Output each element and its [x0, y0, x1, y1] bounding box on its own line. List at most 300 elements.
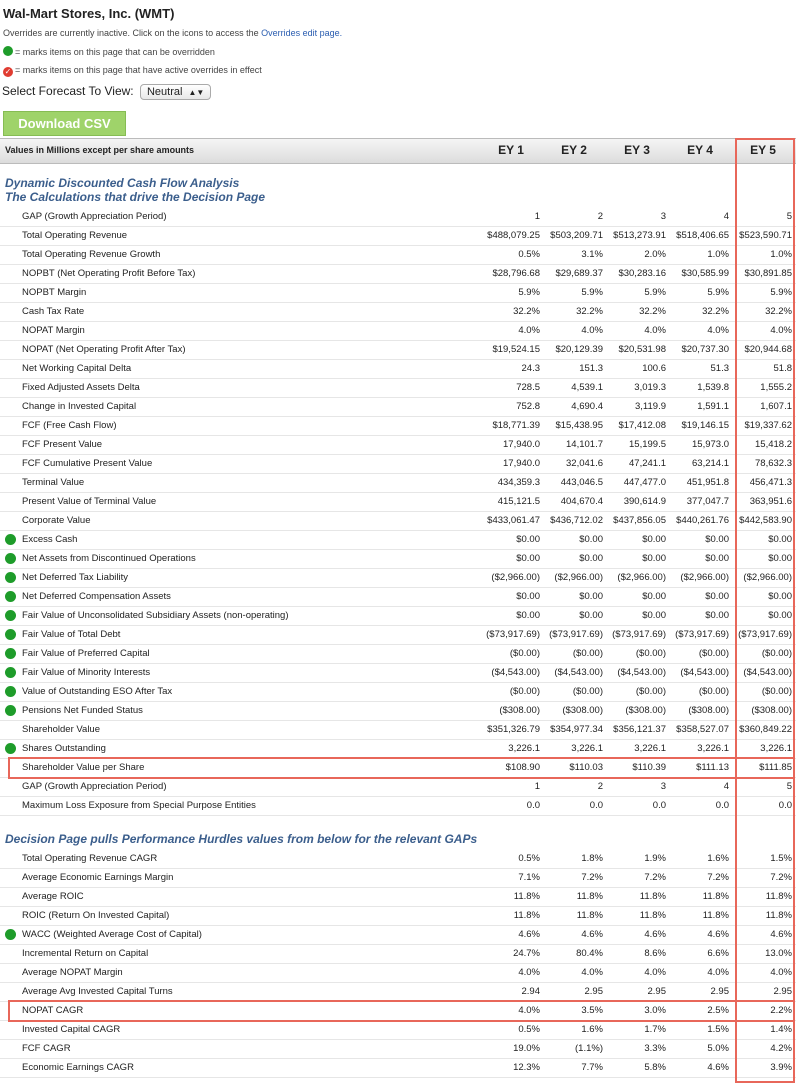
cell-value: 4.0%	[707, 325, 729, 336]
table-row	[0, 887, 796, 907]
cell-value: $30,891.85	[744, 268, 792, 279]
override-dot-icon[interactable]	[5, 553, 16, 564]
cell-value: $436,712.02	[550, 515, 603, 526]
cell-value: 4.0%	[518, 325, 540, 336]
cell-value: $111.13	[696, 762, 729, 773]
cell-value: 3,226.1	[760, 743, 792, 754]
row-label: Net Deferred Compensation Assets	[22, 591, 171, 602]
row-label: Net Assets from Discontinued Operations	[22, 553, 196, 564]
override-dot-icon[interactable]	[5, 929, 16, 940]
cell-value: 0.0	[589, 800, 603, 811]
cell-value: 4.6%	[770, 929, 792, 940]
cell-value: $29,689.37	[555, 268, 603, 279]
table-row	[0, 568, 796, 588]
cell-value: ($308.00)	[562, 705, 603, 716]
cell-value: $437,856.05	[613, 515, 666, 526]
cell-value: 0.0	[526, 800, 540, 811]
cell-value: 4.0%	[581, 967, 603, 978]
cell-value: $0.00	[579, 553, 603, 564]
row-label: Economic Earnings CAGR	[22, 1062, 134, 1073]
legend-red-text: = marks items on this page that have active overrides in effect	[15, 65, 262, 75]
page-title: Wal-Mart Stores, Inc. (WMT)	[3, 6, 175, 21]
cell-value: 32.2%	[639, 306, 666, 317]
cell-value: 4.6%	[707, 1062, 729, 1073]
legend-red	[3, 65, 262, 77]
cell-value: 3.3%	[644, 1043, 666, 1054]
cell-value: ($0.00)	[761, 648, 792, 659]
cell-value: ($73,917.69)	[675, 629, 729, 640]
row-label: Fixed Adjusted Assets Delta	[22, 382, 140, 393]
cell-value: 1.5%	[770, 853, 792, 864]
cell-value: ($0.00)	[509, 686, 540, 697]
cell-value: $0.00	[579, 610, 603, 621]
cell-value: 11.8%	[639, 910, 666, 921]
cell-value: $111.85	[759, 762, 792, 773]
row-label: Pensions Net Funded Status	[22, 705, 143, 716]
table-row	[0, 925, 796, 945]
cell-value: $110.03	[569, 762, 603, 773]
cell-value: 3,226.1	[508, 743, 540, 754]
cell-value: 5.9%	[644, 287, 666, 298]
select-arrows-icon: ▲▼	[188, 88, 205, 97]
cell-value: 4.0%	[644, 967, 666, 978]
table-row	[0, 473, 796, 493]
cell-value: 1.6%	[707, 853, 729, 864]
cell-value: $0.00	[516, 591, 540, 602]
section-title-dcf	[5, 176, 265, 204]
table-row	[0, 530, 796, 550]
cell-value: 4.0%	[770, 325, 792, 336]
cell-value: 19.0%	[513, 1043, 540, 1054]
cell-value: $0.00	[516, 534, 540, 545]
override-dot-icon[interactable]	[5, 591, 16, 602]
cell-value: 3,119.9	[635, 401, 666, 412]
cell-value: $20,737.30	[681, 344, 729, 355]
cell-value: 13.0%	[765, 948, 792, 959]
table-row	[0, 720, 796, 740]
table-row	[0, 868, 796, 888]
cell-value: ($0.00)	[698, 648, 729, 659]
table-row	[0, 207, 796, 227]
override-dot-icon[interactable]	[5, 743, 16, 754]
cell-value: 434,359.3	[497, 477, 540, 488]
table-row	[0, 435, 796, 455]
row-label: Fair Value of Minority Interests	[22, 667, 151, 678]
row-label: FCF (Free Cash Flow)	[22, 420, 117, 431]
cell-value: ($4,543.00)	[554, 667, 603, 678]
cell-value: 7.2%	[581, 872, 603, 883]
cell-value: 15,973.0	[692, 439, 729, 450]
cell-value: 0.0	[652, 800, 666, 811]
cell-value: 3,226.1	[697, 743, 729, 754]
column-header: EY 2	[561, 143, 587, 157]
cell-value: ($2,966.00)	[554, 572, 603, 583]
cell-value: 1.5%	[707, 1024, 729, 1035]
cell-value: ($0.00)	[635, 686, 666, 697]
cell-value: $356,121.37	[613, 724, 666, 735]
cell-value: 32.2%	[765, 306, 792, 317]
cell-value: $19,146.15	[681, 420, 729, 431]
section-title-hurdles: Decision Page pulls Performance Hurdles values from below for the relevant GAPs	[5, 832, 478, 846]
cell-value: 11.8%	[513, 891, 540, 902]
cell-value: 4.2%	[770, 1043, 792, 1054]
table-row	[0, 511, 796, 531]
cell-value: 11.8%	[765, 891, 792, 902]
row-label: Maximum Loss Exposure from Special Purpose Entities	[22, 800, 256, 811]
cell-value: 11.8%	[639, 891, 666, 902]
cell-value: $19,524.15	[492, 344, 540, 355]
cell-value: ($308.00)	[625, 705, 666, 716]
cell-value: 0.5%	[518, 1024, 540, 1035]
nopat-cagr-highlight	[8, 1000, 795, 1022]
cell-value: 11.8%	[576, 910, 603, 921]
override-dot-icon[interactable]	[5, 572, 16, 583]
table-row	[0, 1020, 796, 1040]
cell-value: $15,438.95	[555, 420, 603, 431]
cell-value: 377,047.7	[686, 496, 729, 507]
table-row	[0, 321, 796, 341]
cell-value: 728.5	[516, 382, 540, 393]
cell-value: $0.00	[705, 591, 729, 602]
row-label: Average ROIC	[22, 891, 84, 902]
override-dot-icon[interactable]	[5, 648, 16, 659]
row-label: NOPBT (Net Operating Profit Before Tax)	[22, 268, 196, 279]
cell-value: ($2,966.00)	[743, 572, 792, 583]
cell-value: $19,337.62	[744, 420, 792, 431]
table-row	[0, 739, 796, 759]
download-csv-button[interactable]: Download CSV	[3, 111, 126, 136]
legend-green-text: = marks items on this page that can be overridden	[15, 47, 215, 57]
table-row	[0, 606, 796, 626]
cell-value: 0.0	[715, 800, 729, 811]
row-label: NOPAT (Net Operating Profit After Tax)	[22, 344, 186, 355]
cell-value: 51.8	[773, 363, 792, 374]
cell-value: $433,061.47	[487, 515, 540, 526]
cell-value: $0.00	[642, 553, 666, 564]
cell-value: 4,690.4	[571, 401, 603, 412]
cell-value: $518,406.65	[676, 230, 729, 241]
row-label: FCF CAGR	[22, 1043, 71, 1054]
cell-value: ($73,917.69)	[549, 629, 603, 640]
row-label: Fair Value of Total Debt	[22, 629, 121, 640]
cell-value: 11.8%	[765, 910, 792, 921]
cell-value: 5.8%	[644, 1062, 666, 1073]
column-header: EY 4	[687, 143, 713, 157]
legend-green	[3, 46, 215, 57]
cell-value: 3.5%	[581, 1005, 603, 1016]
cell-value: 11.8%	[513, 910, 540, 921]
cell-value: $0.00	[705, 610, 729, 621]
cell-value: ($308.00)	[751, 705, 792, 716]
table-row	[0, 682, 796, 702]
cell-value: $0.00	[579, 534, 603, 545]
row-label: Net Deferred Tax Liability	[22, 572, 128, 583]
cell-value: 11.8%	[702, 910, 729, 921]
forecast-selector	[2, 84, 211, 100]
cell-value: ($4,543.00)	[743, 667, 792, 678]
cell-value: $28,796.68	[492, 268, 540, 279]
cell-value: 3	[660, 781, 666, 792]
row-label: Total Operating Revenue CAGR	[22, 853, 158, 864]
cell-value: 363,951.6	[749, 496, 792, 507]
cell-value: ($0.00)	[635, 648, 666, 659]
cell-value: $17,412.08	[618, 420, 666, 431]
row-label: NOPAT Margin	[22, 325, 85, 336]
table-row	[0, 1039, 796, 1059]
table-row	[0, 245, 796, 265]
row-label: GAP (Growth Appreciation Period)	[22, 781, 167, 792]
cell-value: 2.0%	[644, 249, 666, 260]
row-label: NOPAT CAGR	[22, 1005, 84, 1016]
row-label: Net Working Capital Delta	[22, 363, 132, 374]
cell-value: 1.0%	[707, 249, 729, 260]
cell-value: 5.9%	[707, 287, 729, 298]
row-label: GAP (Growth Appreciation Period)	[22, 211, 167, 222]
cell-value: ($4,543.00)	[491, 667, 540, 678]
row-label: Shareholder Value	[22, 724, 100, 735]
row-label: Total Operating Revenue	[22, 230, 128, 241]
cell-value: 151.3	[579, 363, 603, 374]
overrides-link[interactable]: Overrides edit page.	[261, 28, 343, 38]
cell-value: 32.2%	[576, 306, 603, 317]
row-label: WACC (Weighted Average Cost of Capital)	[22, 929, 202, 940]
cell-value: 4.0%	[644, 325, 666, 336]
table-row	[0, 944, 796, 964]
green-dot-icon	[3, 46, 13, 56]
cell-value: ($2,966.00)	[617, 572, 666, 583]
table-header	[0, 138, 796, 164]
cell-value: 51.3	[710, 363, 729, 374]
cell-value: 447,477.0	[623, 477, 666, 488]
cell-value: 1.4%	[770, 1024, 792, 1035]
forecast-select[interactable]	[140, 84, 211, 100]
table-row	[0, 701, 796, 721]
cell-value: 752.8	[516, 401, 540, 412]
cell-value: 3	[660, 211, 666, 222]
value-per-share-highlight	[8, 757, 795, 779]
cell-value: ($4,543.00)	[680, 667, 729, 678]
cell-value: 390,614.9	[623, 496, 666, 507]
row-label: Invested Capital CAGR	[22, 1024, 121, 1035]
cell-value: ($73,917.69)	[612, 629, 666, 640]
cell-value: 32,041.6	[566, 458, 603, 469]
table-row	[0, 906, 796, 926]
cell-value: 0.5%	[518, 853, 540, 864]
units-label: Values in Millions except per share amounts	[5, 145, 195, 155]
cell-value: 3.1%	[581, 249, 603, 260]
cell-value: $30,283.16	[618, 268, 666, 279]
cell-value: 1.7%	[644, 1024, 666, 1035]
cell-value: ($0.00)	[509, 648, 540, 659]
table-row	[0, 963, 796, 983]
table-row	[0, 796, 796, 816]
cell-value: 415,121.5	[497, 496, 540, 507]
cell-value: $20,944.68	[744, 344, 792, 355]
cell-value: 4.6%	[581, 929, 603, 940]
cell-value: 2.2%	[770, 1005, 792, 1016]
cell-value: 2.95	[584, 986, 603, 997]
cell-value: $0.00	[642, 534, 666, 545]
table-row	[0, 549, 796, 569]
override-dot-icon[interactable]	[5, 629, 16, 640]
cell-value: 7.1%	[518, 872, 540, 883]
cell-value: 32.2%	[513, 306, 540, 317]
cell-value: 3.9%	[770, 1062, 792, 1073]
cell-value: 5.0%	[707, 1043, 729, 1054]
row-label: Average NOPAT Margin	[22, 967, 123, 978]
cell-value: 4.6%	[644, 929, 666, 940]
cell-value: 4.0%	[581, 325, 603, 336]
row-label: Present Value of Terminal Value	[22, 496, 157, 507]
cell-value: ($0.00)	[572, 648, 603, 659]
cell-value: $354,977.34	[550, 724, 603, 735]
row-label: FCF Present Value	[22, 439, 103, 450]
cell-value: 1.8%	[581, 853, 603, 864]
cell-value: $0.00	[705, 534, 729, 545]
cell-value: 2.95	[773, 986, 792, 997]
cell-value: 4.0%	[707, 967, 729, 978]
cell-value: 5.9%	[770, 287, 792, 298]
override-dot-icon[interactable]	[5, 686, 16, 697]
cell-value: 8.6%	[644, 948, 666, 959]
override-dot-icon[interactable]	[5, 667, 16, 678]
cell-value: $0.00	[768, 553, 792, 564]
table-row	[0, 492, 796, 512]
cell-value: 5	[786, 211, 792, 222]
row-label: Terminal Value	[22, 477, 85, 488]
cell-value: 1.6%	[581, 1024, 603, 1035]
cell-value: 3,019.3	[634, 382, 666, 393]
cell-value: $523,590.71	[739, 230, 792, 241]
cell-value: 404,670.4	[560, 496, 603, 507]
cell-value: $108.90	[505, 762, 540, 773]
cell-value: 1	[534, 781, 540, 792]
cell-value: $351,326.79	[487, 724, 540, 735]
cell-value: ($0.00)	[698, 686, 729, 697]
override-dot-icon[interactable]	[5, 705, 16, 716]
cell-value: $513,273.91	[613, 230, 666, 241]
cell-value: 4.6%	[707, 929, 729, 940]
cell-value: $0.00	[516, 610, 540, 621]
section-title-line: Dynamic Discounted Cash Flow Analysis	[5, 176, 240, 190]
cell-value: 456,471.3	[749, 477, 792, 488]
row-label: Corporate Value	[22, 515, 91, 526]
table-row	[0, 849, 796, 869]
cell-value: $0.00	[705, 553, 729, 564]
cell-value: 4.0%	[770, 967, 792, 978]
cell-value: 17,940.0	[503, 439, 540, 450]
cell-value: 7.7%	[581, 1062, 603, 1073]
cell-value: 32.2%	[702, 306, 729, 317]
row-label: Average Economic Earnings Margin	[22, 872, 174, 883]
cell-value: 7.2%	[707, 872, 729, 883]
cell-value: $442,583.90	[739, 515, 792, 526]
table-row	[0, 359, 796, 379]
table-row	[0, 264, 796, 284]
cell-value: 14,101.7	[566, 439, 603, 450]
cell-value: 1.0%	[770, 249, 792, 260]
red-check-icon: ✓	[4, 67, 12, 76]
cell-value: 11.8%	[702, 891, 729, 902]
table-row	[0, 226, 796, 246]
cell-value: 3,226.1	[571, 743, 603, 754]
cell-value: $0.00	[516, 553, 540, 564]
cell-value: 2.94	[521, 986, 540, 997]
row-label: Fair Value of Unconsolidated Subsidiary Assets (non-operating)	[22, 610, 289, 621]
cell-value: 2	[597, 211, 603, 222]
cell-value: 4	[723, 211, 729, 222]
table-row	[0, 454, 796, 474]
table-row	[0, 340, 796, 360]
cell-value: $0.00	[768, 534, 792, 545]
cell-value: $0.00	[642, 610, 666, 621]
override-dot-icon[interactable]	[5, 534, 16, 545]
cell-value: $0.00	[768, 610, 792, 621]
cell-value: 2.95	[710, 986, 729, 997]
cell-value: 78,632.3	[755, 458, 792, 469]
forecast-label: Select Forecast To View:	[2, 84, 134, 98]
row-label: Fair Value of Preferred Capital	[22, 648, 150, 659]
cell-value: $18,771.39	[492, 420, 540, 431]
cell-value: $0.00	[642, 591, 666, 602]
cell-value: $440,261.76	[676, 515, 729, 526]
cell-value: $360,849.22	[739, 724, 792, 735]
cell-value: 80.4%	[576, 948, 603, 959]
cell-value: ($308.00)	[499, 705, 540, 716]
cell-value: 12.3%	[513, 1062, 540, 1073]
cell-value: $358,527.07	[676, 724, 729, 735]
cell-value: 2.95	[647, 986, 666, 997]
cell-value: 4.6%	[518, 929, 540, 940]
override-dot-icon[interactable]	[5, 610, 16, 621]
cell-value: 3.0%	[644, 1005, 666, 1016]
column-header: EY 3	[624, 143, 650, 157]
column-header: EY 5	[750, 143, 776, 157]
cell-value: 1	[534, 211, 540, 222]
cell-value: 63,214.1	[692, 458, 729, 469]
cell-value: 4,539.1	[571, 382, 603, 393]
table-row	[0, 397, 796, 417]
table-row	[0, 982, 796, 1002]
cell-value: 443,046.5	[560, 477, 603, 488]
table-row	[0, 644, 796, 664]
overrides-text: Overrides are currently inactive. Click on the icons to access the	[3, 28, 259, 38]
cell-value: $503,209.71	[550, 230, 603, 241]
table-row	[0, 625, 796, 645]
forecast-value: Neutral	[146, 86, 183, 98]
cell-value: 2.5%	[707, 1005, 729, 1016]
row-label: Shareholder Value per Share	[22, 762, 145, 773]
cell-value: ($4,543.00)	[617, 667, 666, 678]
row-label: Average Avg Invested Capital Turns	[22, 986, 173, 997]
cell-value: 0.0	[778, 800, 792, 811]
cell-value: ($2,966.00)	[680, 572, 729, 583]
row-label: FCF Cumulative Present Value	[22, 458, 153, 469]
row-label: Incremental Return on Capital	[22, 948, 149, 959]
section-title-line: The Calculations that drive the Decision Page	[5, 190, 266, 204]
table-row	[0, 587, 796, 607]
table-row	[0, 416, 796, 436]
cell-value: 1,539.8	[697, 382, 729, 393]
row-label: Total Operating Revenue Growth	[22, 249, 161, 260]
cell-value: 11.8%	[576, 891, 603, 902]
row-label: Shares Outstanding	[22, 743, 106, 754]
cell-value: ($308.00)	[688, 705, 729, 716]
table-row	[0, 663, 796, 683]
cell-value: (1.1%)	[575, 1043, 603, 1054]
cell-value: 1,607.1	[760, 401, 792, 412]
cell-value: 7.2%	[770, 872, 792, 883]
